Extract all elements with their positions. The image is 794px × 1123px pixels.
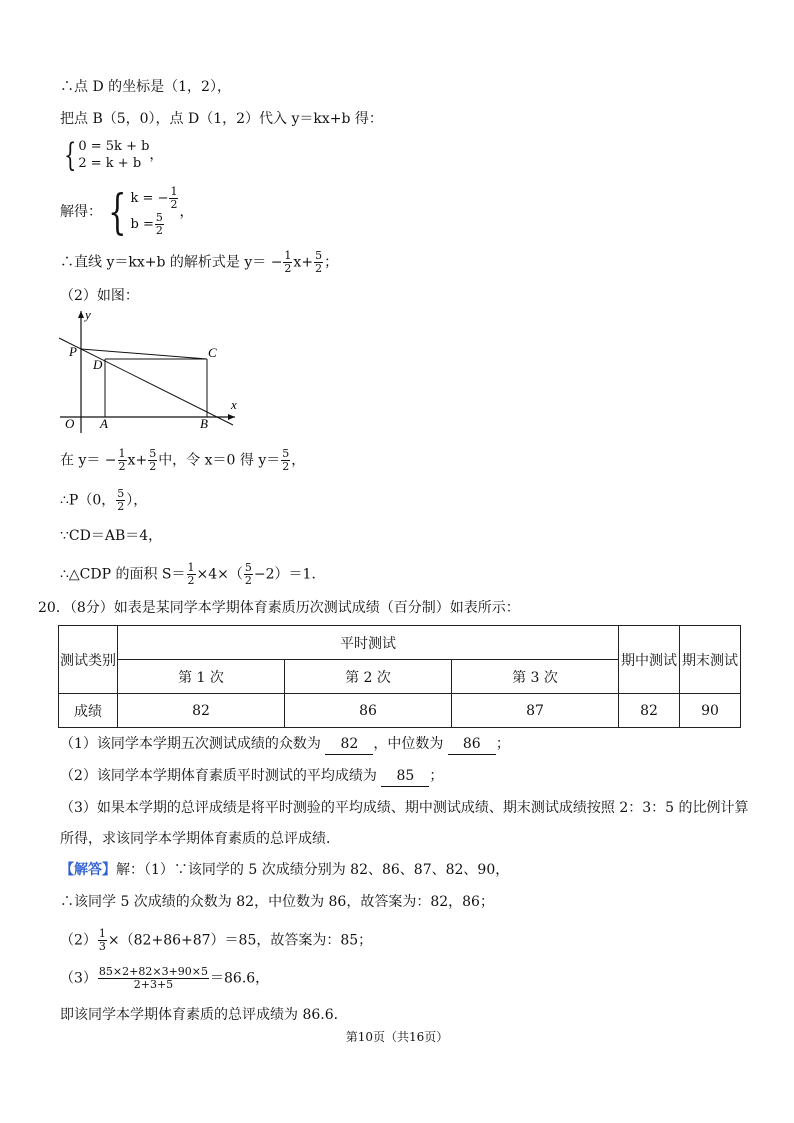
label-a: A — [100, 416, 108, 431]
eq1: 0 = 5k + b — [78, 139, 150, 154]
score-cell: 90 — [680, 694, 741, 728]
x-arrow — [228, 414, 235, 420]
page-footer: 第10页（共16页） — [345, 1030, 449, 1044]
answer-line — [60, 860, 509, 880]
sub-question-1 — [60, 734, 510, 755]
answer-line — [60, 966, 269, 991]
fraction: $\frac{1}{2}$ — [284, 249, 292, 275]
substitute-line — [60, 448, 305, 473]
p-tail: ）， — [126, 492, 148, 509]
text-line: （2）如图： — [60, 288, 139, 304]
fraction: $\frac{1}{2}$ — [187, 561, 195, 587]
system-lines — [78, 138, 149, 172]
sub-prefix: 在 y＝ − — [60, 452, 117, 469]
sub-header-2: 第 2 次 — [285, 660, 452, 694]
q1-mid: ，中位数为 — [373, 736, 444, 752]
fraction: $\frac{5}{2}$ — [117, 487, 125, 513]
label-d: D — [93, 357, 103, 372]
fraction: $\frac{1}{3}$ — [98, 927, 106, 953]
label-p: P — [69, 344, 77, 359]
header-regular: 平时测试 — [118, 626, 619, 660]
answer-line: 即该同学本学期体育素质的总评成绩为 86.6． — [60, 1007, 348, 1023]
k-prefix: k = − — [130, 191, 169, 206]
solve-label: 解得： — [60, 204, 102, 220]
fraction: $\frac{5}{2}$ — [244, 561, 252, 587]
equation-system — [60, 138, 163, 172]
sub-mid2: 中，令 x＝0 得 y＝ — [158, 452, 281, 469]
line-prefix: ∴直线 y＝kx+b 的解析式是 y＝ − — [60, 254, 283, 271]
label-x: x — [231, 397, 237, 412]
text-line: ∵CD＝AB＝4， — [60, 528, 163, 544]
q2-prefix: （2）该同学本学期体育素质平时测试的平均成绩为 — [60, 768, 377, 784]
solve-tail: ， — [179, 204, 194, 220]
answer-text: 解：（1）∵该同学的 5 次成绩分别为 82、86、87、82、90， — [116, 862, 510, 878]
sub-question-2 — [60, 766, 443, 787]
answer-line: ∴该同学 5 次成绩的众数为 82，中位数为 86，故答案为：82，86； — [60, 894, 494, 910]
brace: { — [108, 184, 127, 240]
area-mid: ×4×（ — [196, 566, 243, 583]
area-line — [60, 562, 325, 587]
solution-system — [60, 186, 193, 238]
score-cell: 86 — [285, 694, 452, 728]
sub-header-1: 第 1 次 — [118, 660, 285, 694]
a4-prefix: （3） — [60, 970, 97, 987]
coordinate-figure — [55, 305, 255, 435]
fraction: $\frac{1}{2}$ — [118, 447, 126, 473]
answer-line — [60, 928, 372, 953]
sub-header-3: 第 3 次 — [452, 660, 619, 694]
score-cell: 82 — [118, 694, 285, 728]
b-prefix: b = — [130, 217, 154, 232]
q1-tail: ； — [495, 736, 510, 752]
score-cell: 87 — [452, 694, 619, 728]
point-p-line — [60, 488, 147, 513]
fraction: $\frac{5}{2}$ — [315, 249, 323, 275]
header-final: 期末测试 — [680, 626, 741, 694]
a4-tail: ＝86.6， — [210, 970, 270, 987]
score-table — [58, 625, 741, 728]
header-midterm: 期中测试 — [619, 626, 680, 694]
answer-blank: 85 — [381, 766, 429, 787]
area-mid2: −2）＝1． — [253, 566, 326, 583]
sub-tail: ， — [291, 452, 306, 469]
solved-lines — [131, 186, 180, 238]
answer-tag: 【解答】 — [60, 862, 116, 878]
sub-question-3: （3）如果本学期的总评成绩是将平时测验的平均成绩、期中测试成绩、期末测试成绩按照 2：3：5 的比例计算 — [60, 800, 749, 816]
area-prefix: ∴△CDP 的面积 S＝ — [60, 566, 186, 583]
a3-prefix: （2） — [60, 932, 97, 949]
fraction: $\frac{5}{2}$ — [149, 447, 157, 473]
line-tail: ； — [324, 254, 339, 271]
score-cell: 82 — [619, 694, 680, 728]
fraction: $\frac{5}{2}$ — [155, 211, 163, 237]
text-line: ∴点 D 的坐标是（1，2）， — [60, 79, 231, 95]
answer-blank: 82 — [325, 734, 373, 755]
q2-tail: ； — [429, 768, 444, 784]
sub-mid: x+ — [127, 452, 148, 469]
fraction: $\frac{85\times 2+82\times 3+90\times 5}{2+3+5}$ — [98, 965, 208, 991]
label-b: B — [200, 416, 208, 431]
label-c: C — [208, 345, 217, 360]
fraction: $\frac{1}{2}$ — [170, 185, 178, 211]
y-arrow — [78, 311, 84, 318]
eq2: 2 = k + b — [78, 156, 142, 171]
line-equation — [60, 250, 338, 275]
header-category: 测试类别 — [59, 626, 118, 694]
label-y: y — [85, 307, 91, 322]
text-line: 把点 B（5，0），点 D（1，2）代入 y＝kx+b 得： — [60, 111, 383, 127]
question-stem: 20．（8分）如表是某同学本学期体育素质历次测试成绩（百分制）如表所示： — [38, 600, 520, 616]
q1-prefix: （1）该同学本学期五次测试成绩的众数为 — [60, 736, 321, 752]
label-o: O — [65, 416, 75, 431]
fraction: $\frac{5}{2}$ — [282, 447, 290, 473]
p-prefix: ∴P（0， — [60, 492, 116, 509]
a3-tail: ×（82+86+87）＝85，故答案为：85； — [107, 932, 373, 949]
sub-question-3-cont: 所得，求该同学本学期体育素质的总评成绩． — [60, 831, 340, 847]
sys-tail: ， — [149, 147, 164, 163]
row-label: 成绩 — [59, 694, 118, 728]
answer-blank: 86 — [448, 734, 496, 755]
line-mid: x+ — [293, 254, 314, 271]
brace: { — [64, 136, 77, 174]
